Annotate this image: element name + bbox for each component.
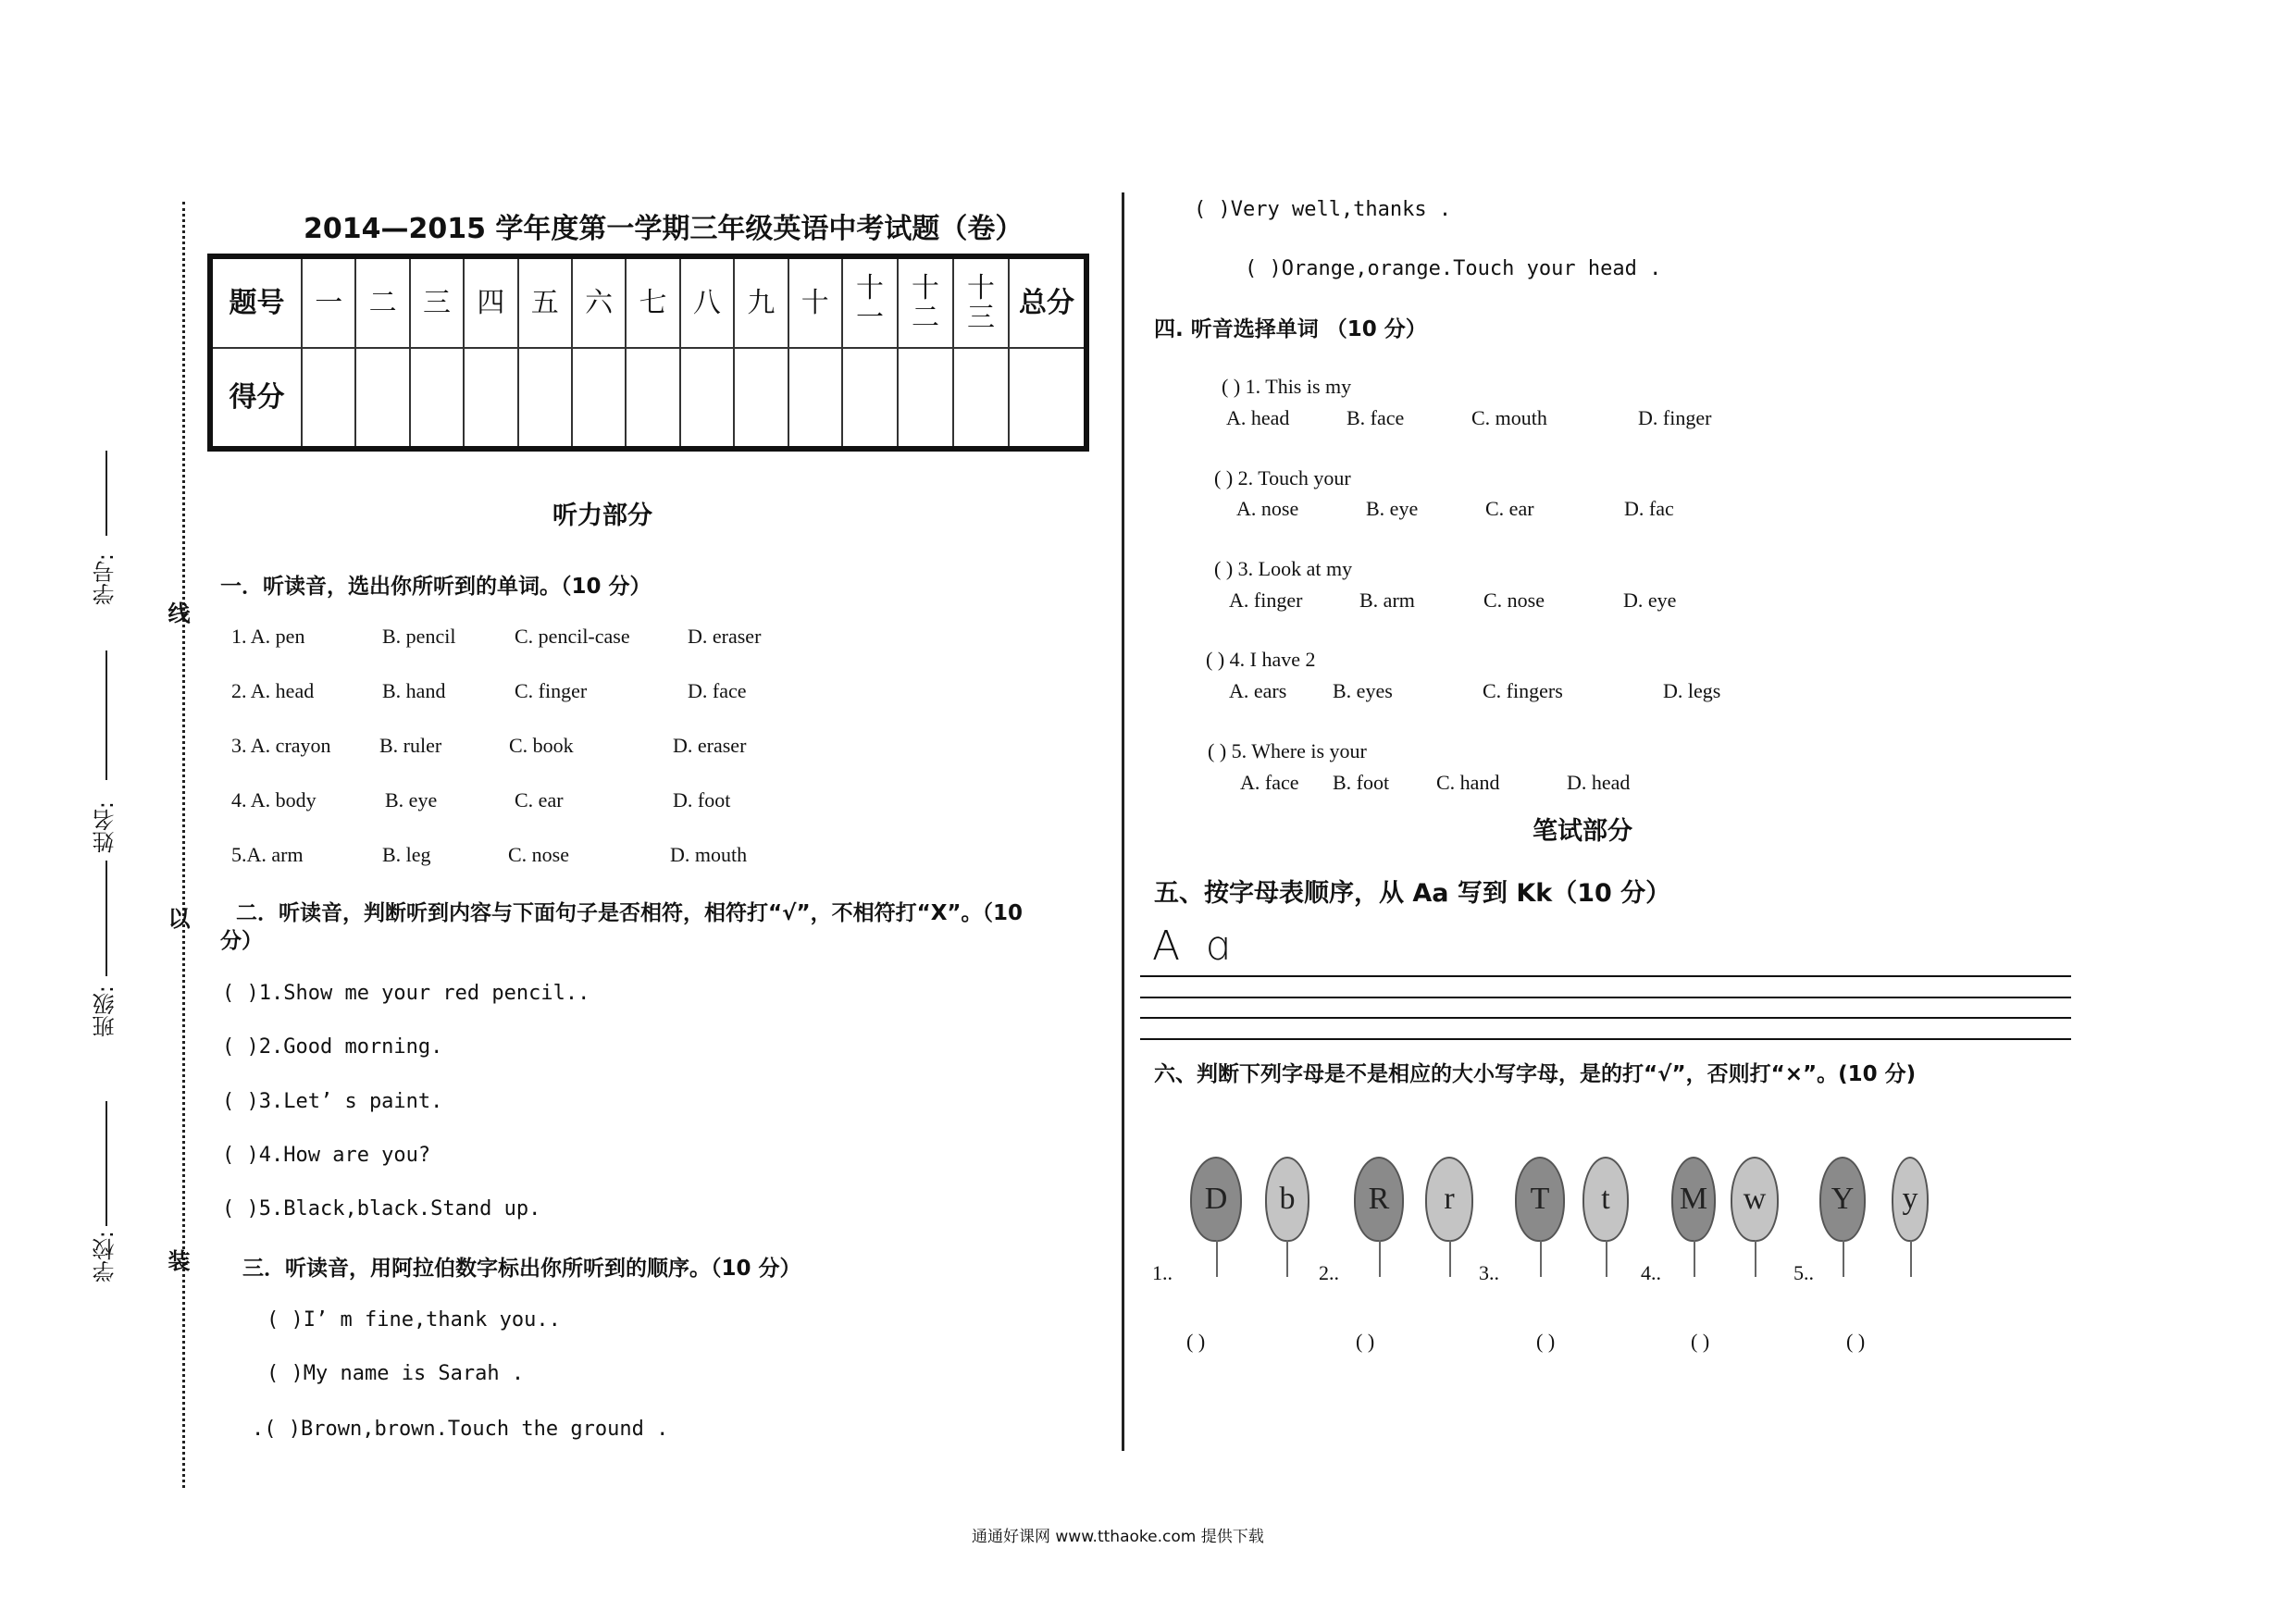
score-cell[interactable] — [898, 348, 953, 449]
q4-option: C. ear — [1485, 497, 1534, 520]
score-table-header-text: 十二 — [912, 272, 939, 334]
score-table-header: 一 — [302, 256, 355, 348]
mark-line: 线 — [164, 601, 190, 624]
q1-option: B. ruler — [379, 734, 442, 757]
balloon-lowercase: r — [1425, 1157, 1473, 1242]
score-table-header: 题号 — [210, 256, 302, 348]
score-cell[interactable] — [788, 348, 842, 449]
q4-option: C. nose — [1483, 588, 1545, 612]
score-table-header — [898, 256, 953, 348]
q6-answer-bracket[interactable]: ( ) — [1691, 1330, 1710, 1353]
q4-heading: 四. 听音选择单词 （10 分） — [1154, 317, 1427, 341]
q3-item[interactable]: ( )My name is Sarah . — [267, 1362, 525, 1385]
q6-heading: 六、判断下列字母是不是相应的大小写字母，是的打“√”，否则打“×”。(10 分) — [1154, 1062, 1917, 1086]
balloon-string — [1449, 1240, 1451, 1277]
q4-stem[interactable]: ( ) 5. Where is your — [1208, 739, 1367, 762]
q4-option: B. arm — [1359, 588, 1415, 612]
q6-answer-bracket[interactable]: ( ) — [1846, 1330, 1866, 1353]
q1-option: D. mouth — [670, 843, 748, 866]
score-table-header: 十 — [788, 256, 842, 348]
q1-option: B. eye — [385, 788, 438, 812]
q4-option: C. fingers — [1483, 679, 1563, 702]
q1-option: D. foot — [673, 788, 731, 812]
q2-item[interactable]: ( )4.How are you? — [222, 1144, 431, 1167]
balloon-string — [1910, 1240, 1912, 1277]
q3-item[interactable]: ( )Orange,orange.Touch your head . — [1245, 257, 1662, 280]
q2-item[interactable]: ( )3.Let’ s paint. — [222, 1090, 443, 1113]
balloon-uppercase: M — [1671, 1157, 1716, 1242]
q4-option: D. head — [1567, 771, 1631, 794]
q6-number: 1.. — [1152, 1261, 1173, 1284]
q5-writing-line[interactable] — [1140, 1017, 2071, 1019]
q2-heading: 二．听读音，判断听到内容与下面句子是否相符，相符打“√”，不相符打“X”。（10 — [236, 901, 1024, 925]
class-label: 班级: — [93, 985, 118, 1038]
q1-option: C. pencil-case — [515, 625, 630, 648]
q4-option: B. face — [1347, 406, 1405, 429]
school-label: 学校: — [93, 1231, 118, 1283]
score-cell[interactable] — [842, 348, 898, 449]
score-table-header: 九 — [734, 256, 788, 348]
score-table-header: 八 — [680, 256, 734, 348]
q4-stem[interactable]: ( ) 1. This is my — [1222, 375, 1352, 398]
score-table-header-text: 十三 — [967, 272, 995, 334]
q6-answer-bracket[interactable]: ( ) — [1186, 1330, 1206, 1353]
q4-option: D. fac — [1624, 497, 1674, 520]
footer-source: 通通好课网 www.tthaoke.com 提供下载 — [972, 1528, 1264, 1546]
q4-stem[interactable]: ( ) 4. I have 2 — [1206, 648, 1316, 671]
q4-option: B. eyes — [1333, 679, 1393, 702]
q1-option: 1. A. pen — [231, 625, 305, 648]
score-cell[interactable] — [734, 348, 788, 449]
score-cell[interactable] — [302, 348, 355, 449]
score-cell[interactable] — [953, 348, 1009, 449]
balloon-string — [1606, 1240, 1607, 1277]
school-field-line[interactable] — [105, 1101, 107, 1226]
q1-option: C. nose — [508, 843, 569, 866]
q6-number: 5.. — [1793, 1261, 1814, 1284]
q3-item[interactable]: .( )Brown,brown.Touch the ground . — [252, 1418, 669, 1441]
score-table-header: 四 — [464, 256, 517, 348]
q3-item[interactable]: ( )Very well,thanks . — [1194, 198, 1452, 221]
score-table-header: 二 — [355, 256, 409, 348]
q1-option: D. eraser — [673, 734, 747, 757]
score-cell[interactable] — [572, 348, 626, 449]
mark-seal: 装 — [164, 1249, 190, 1271]
name-field-line[interactable] — [105, 650, 107, 780]
q4-option: A. ears — [1229, 679, 1287, 702]
score-row-label: 得分 — [210, 348, 302, 449]
score-table-header: 五 — [518, 256, 572, 348]
q5-sample-letters: A ɑ — [1152, 923, 1236, 970]
q1-option: C. ear — [515, 788, 564, 812]
score-cell[interactable] — [680, 348, 734, 449]
q1-heading: 一．听读音，选出你所听到的单词。（10 分） — [220, 575, 652, 599]
class-field-line[interactable] — [105, 861, 107, 976]
score-table-header — [842, 256, 898, 348]
score-table-header: 总分 — [1009, 256, 1086, 348]
binding-dotted-line — [182, 202, 185, 1488]
score-table-header: 三 — [410, 256, 464, 348]
q1-option: 4. A. body — [231, 788, 316, 812]
score-cell[interactable] — [626, 348, 679, 449]
q4-option: A. nose — [1236, 497, 1299, 520]
balloon-uppercase: T — [1515, 1157, 1565, 1242]
q1-option: C. book — [509, 734, 574, 757]
q1-option: B. hand — [382, 679, 446, 702]
q2-item[interactable]: ( )5.Black,black.Stand up. — [222, 1197, 541, 1220]
q1-option: B. leg — [382, 843, 431, 866]
score-cell[interactable] — [410, 348, 464, 449]
q5-heading: 五、按字母表顺序，从 Aa 写到 Kk（10 分） — [1154, 879, 1671, 908]
q4-stem[interactable]: ( ) 3. Look at my — [1214, 557, 1353, 580]
student-no-label: 学号: — [93, 553, 118, 606]
name-label: 姓名: — [93, 801, 118, 854]
q2-heading-cont: 分） — [220, 929, 263, 953]
score-cell[interactable] — [464, 348, 517, 449]
score-table-header-text: 十一 — [856, 272, 884, 334]
q6-number: 3.. — [1479, 1261, 1499, 1284]
page-title: 2014—2015 学年度第一学期三年级英语中考试题（卷） — [304, 213, 1024, 245]
q6-number: 4.. — [1641, 1261, 1661, 1284]
q6-answer-bracket[interactable]: ( ) — [1356, 1330, 1375, 1353]
q4-option: C. mouth — [1471, 406, 1547, 429]
q1-option: 3. A. crayon — [231, 734, 331, 757]
mark-inside: 以 — [164, 907, 190, 929]
score-table-header-row — [210, 256, 1086, 348]
balloon-lowercase: t — [1582, 1157, 1629, 1242]
balloon-string — [1216, 1240, 1218, 1277]
balloon-string — [1755, 1240, 1756, 1277]
q1-option: C. finger — [515, 679, 588, 702]
q4-option: D. legs — [1663, 679, 1721, 702]
q1-option: 2. A. head — [231, 679, 315, 702]
q2-item[interactable]: ( )2.Good morning. — [222, 1035, 443, 1059]
q4-option: D. finger — [1638, 406, 1712, 429]
q1-option: B. pencil — [382, 625, 456, 648]
q4-option: C. hand — [1436, 771, 1500, 794]
balloon-lowercase: y — [1892, 1157, 1929, 1242]
q4-option: D. eye — [1623, 588, 1677, 612]
q4-option: B. foot — [1333, 771, 1390, 794]
listening-heading: 听力部分 — [552, 502, 652, 530]
score-table-header: 七 — [626, 256, 679, 348]
balloon-string — [1379, 1240, 1381, 1277]
balloon-string — [1286, 1240, 1288, 1277]
writing-heading: 笔试部分 — [1533, 817, 1632, 846]
balloon-string — [1540, 1240, 1542, 1277]
balloon-uppercase: Y — [1819, 1157, 1866, 1242]
score-table-header: 六 — [572, 256, 626, 348]
q4-option: A. finger — [1229, 588, 1303, 612]
q1-option: D. face — [688, 679, 747, 702]
balloon-uppercase: D — [1190, 1157, 1242, 1242]
balloon-uppercase: R — [1354, 1157, 1404, 1242]
score-cell[interactable] — [518, 348, 572, 449]
balloon-lowercase: b — [1265, 1157, 1309, 1242]
score-cell[interactable] — [1009, 348, 1086, 449]
q6-number: 2.. — [1319, 1261, 1339, 1284]
q1-option: D. eraser — [688, 625, 762, 648]
q4-option: A. face — [1240, 771, 1299, 794]
q3-heading: 三．听读音，用阿拉伯数字标出你所听到的顺序。（10 分） — [242, 1257, 801, 1281]
q2-item[interactable]: ( )1.Show me your red pencil.. — [222, 982, 590, 1005]
score-cell[interactable] — [355, 348, 409, 449]
score-table-score-row — [210, 348, 1086, 449]
column-divider — [1122, 192, 1124, 1451]
score-table — [207, 254, 1089, 452]
q5-writing-line[interactable] — [1140, 975, 2071, 977]
score-table-header — [953, 256, 1009, 348]
q5-writing-line[interactable] — [1140, 997, 2071, 998]
balloon-string — [1694, 1240, 1695, 1277]
q6-answer-bracket[interactable]: ( ) — [1536, 1330, 1556, 1353]
student-no-field-line[interactable] — [105, 451, 107, 536]
q4-option: A. head — [1226, 406, 1290, 429]
q4-option: B. eye — [1366, 497, 1419, 520]
q5-writing-line[interactable] — [1140, 1038, 2071, 1040]
q3-item[interactable]: ( )I’ m fine,thank you.. — [267, 1308, 561, 1332]
q4-stem[interactable]: ( ) 2. Touch your — [1214, 466, 1351, 489]
q1-option: 5.A. arm — [231, 843, 304, 866]
balloon-lowercase: w — [1731, 1157, 1779, 1242]
balloon-string — [1843, 1240, 1844, 1277]
